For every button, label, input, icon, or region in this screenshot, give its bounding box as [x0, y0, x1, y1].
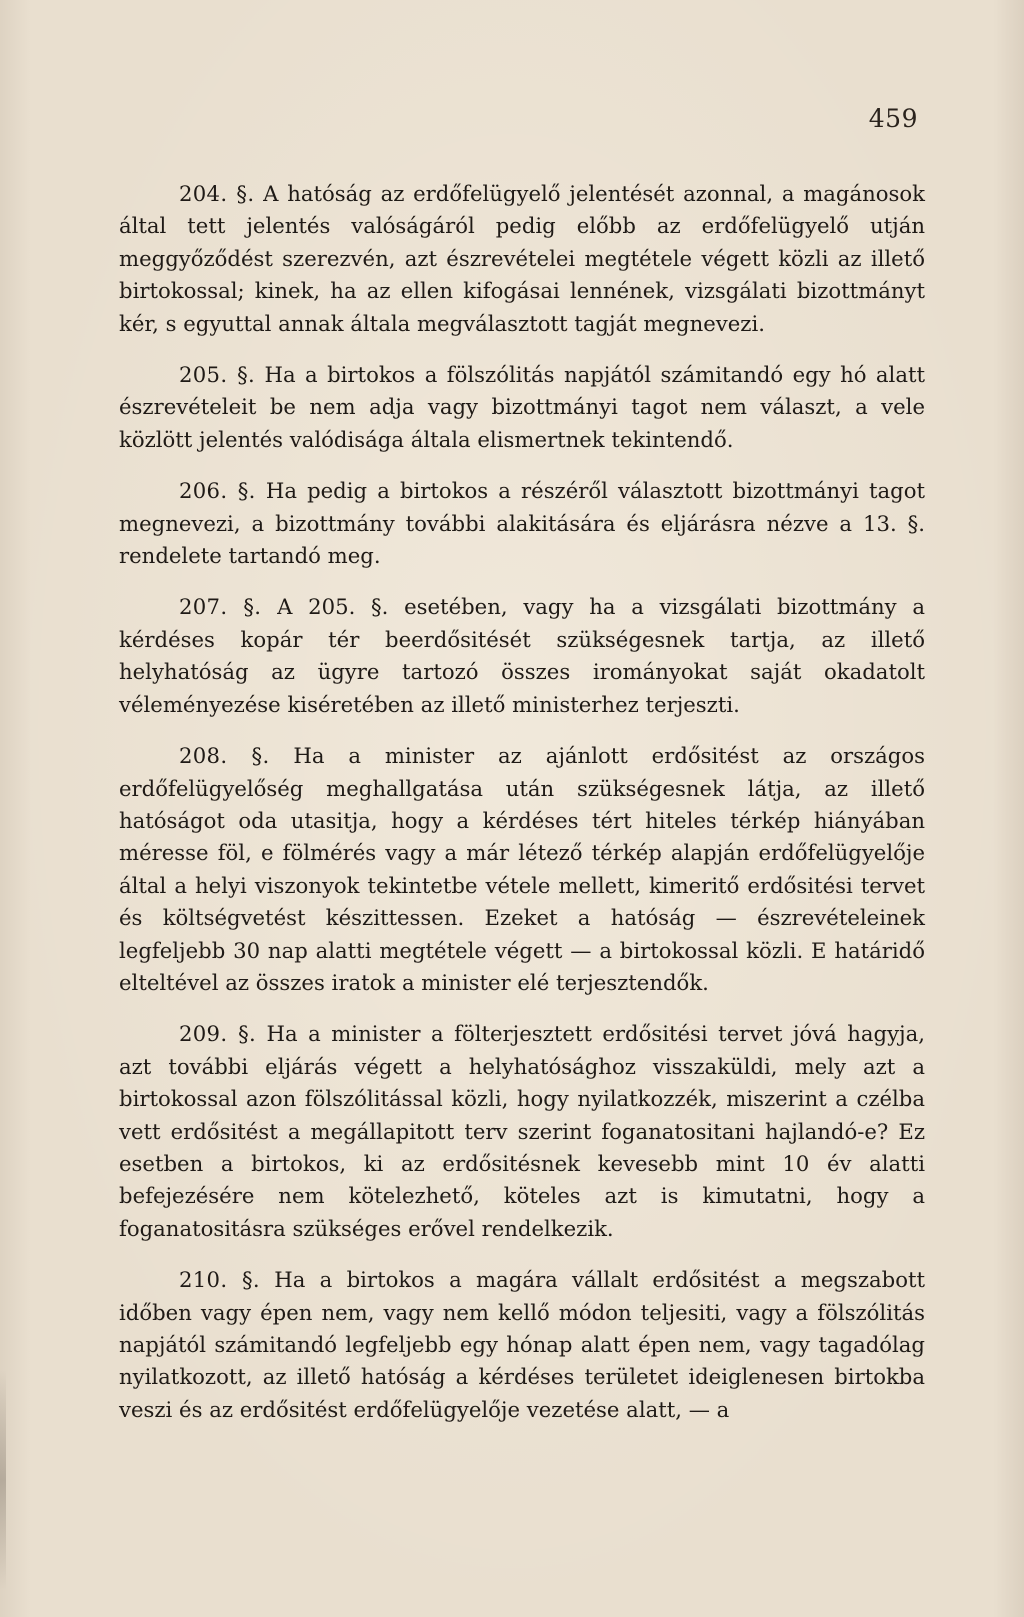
paragraph-text: Ha a birtokos a magára vállalt erdősitést a megszabott időben vagy épen nem, vagy nem kellő módon teljesiti, vagy a fölszólitás napjától számitandó legfeljebb egy hónap alatt épen nem, vagy tagadólag nyilatkozott, az illető hatóság a kérdéses területet ideiglenesen birtokba veszi és az erdősitést erdőfelügyelője vezetése alatt, — a: [119, 1267, 925, 1422]
paragraph-204: [119, 178, 925, 340]
page-edge-shadow: [0, 1370, 6, 1590]
section-number: 205. §.: [179, 362, 256, 388]
section-number: 210. §.: [179, 1267, 260, 1293]
paragraph-text: Ha a birtokos a fölszólitás napjától számitandó egy hó alatt észrevételeit be nem adja vagy bizottmányi tagot nem választ, a vele közlött jelentés valódisága általa elismertnek tekintendő.: [119, 362, 925, 452]
section-number: 207. §.: [179, 594, 262, 620]
paragraph-205: [119, 359, 925, 456]
page-number: 459: [868, 104, 918, 133]
paragraph-210: [119, 1264, 925, 1426]
paragraph-text: A 205. §. esetében, vagy ha a vizsgálati bizottmány a kérdéses kopár tér beerdősitését szükségesnek tartja, az illető helyhatóság az ügyre tartozó összes irományokat saját okadatolt véleményezése kiséretében az illető ministerhez terjeszti.: [119, 594, 925, 717]
paragraph-206: [119, 475, 925, 572]
paragraph-209: [119, 1018, 925, 1245]
section-number: 209. §.: [179, 1021, 257, 1047]
paragraph-text: Ha a minister az ajánlott erdősitést az országos erdőfelügyelőség meghallgatása után szükségesnek látja, az illető hatóságot oda utasitja, hogy a kérdéses tért hiteles térkép hiányában méresse föl, e fölmérés vagy a már létező térkép alapján erdőfelügyelője által a helyi viszonyok tekintetbe vétele mellett, kimeritő erdősitési tervet és költségvetést készittessen. Ezeket a hatóság — észrevételeinek legfeljebb 30 nap alatti megtétele végett — a birtokossal közli. E határidő elteltével az összes iratok a minister elé terjesztendők.: [119, 743, 925, 995]
paragraph-207: [119, 591, 925, 721]
paragraph-text: Ha a minister a fölterjesztett erdősitési tervet jóvá hagyja, azt további eljárás végett a helyhatósághoz visszaküldi, mely azt a birtokossal azon fölszólitással közli, hogy nyilatkozzék, miszerint a czélba vett erdősitést a megállapitott terv szerint foganatositani hajlandó-e? Ez esetben a birtokos, ki az erdősitésnek kevesebb mint 10 év alatti befejezésére nem kötelezhető, köteles azt is kimutatni, hogy a foganatositásra szükséges erővel rendelkezik.: [119, 1021, 925, 1241]
body-text: [119, 178, 925, 1445]
section-number: 206. §.: [179, 478, 256, 504]
section-number: 204. §.: [179, 181, 255, 206]
paragraph-text: A hatóság az erdőfelügyelő jelentését azonnal, a magánosok által tett jelentés valóságáról pedig előbb az erdőfelügyelő utján meggyőződést szerezvén, azt észrevételei megtétele végett közli az illető birtokossal; kinek, ha az ellen kifogásai lennének, vizsgálati bizottmányt kér, s egyuttal annak általa megválasztott tagját megnevezi.: [119, 181, 925, 336]
section-number: 208. §.: [179, 743, 270, 769]
paragraph-208: [119, 740, 925, 999]
paragraph-text: Ha pedig a birtokos a részéről választott bizottmányi tagot megnevezi, a bizottmány további alakitására és eljárásra nézve a 13. §. rendelete tartandó meg.: [119, 478, 925, 569]
